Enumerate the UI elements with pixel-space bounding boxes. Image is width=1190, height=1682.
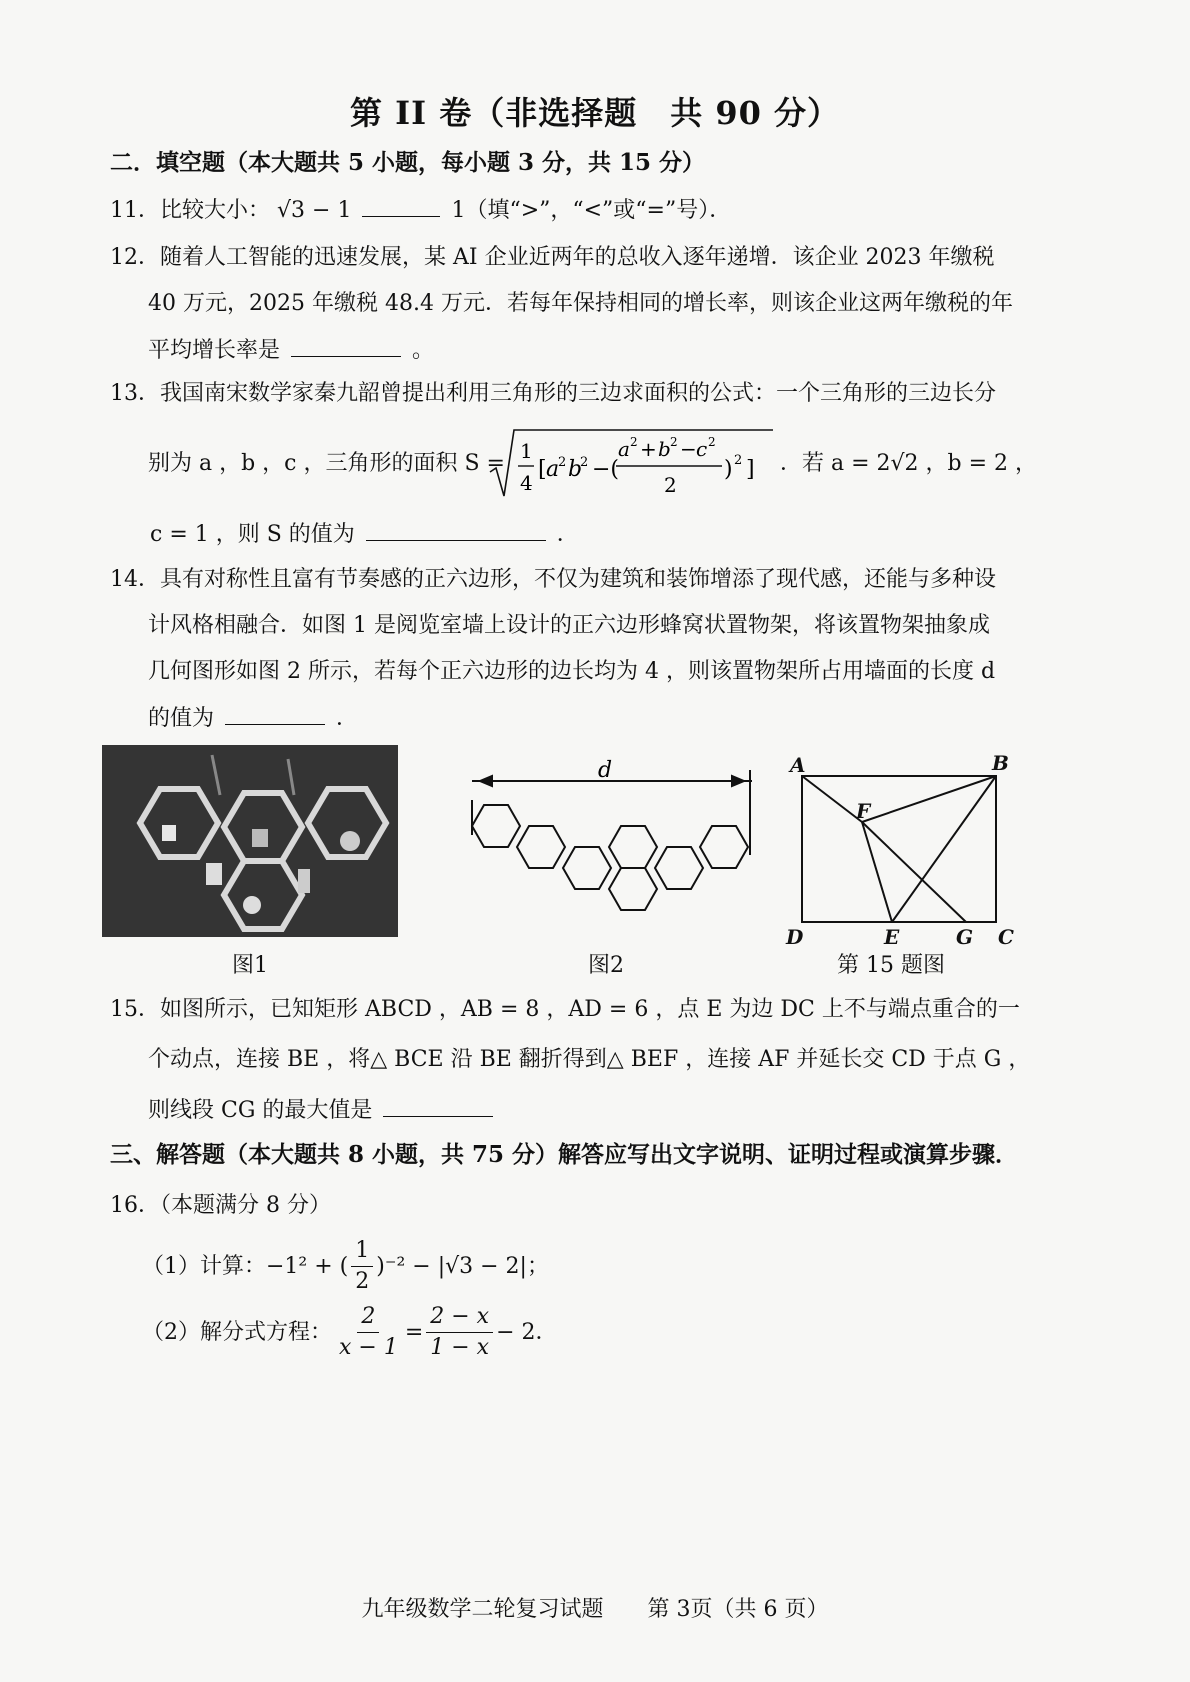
- heron-formula: [488, 426, 778, 502]
- question-13: [110, 378, 996, 410]
- question-text: 比较大小：: [160, 198, 271, 223]
- denominator: 2: [355, 1269, 370, 1294]
- question-text: 具有对称性且富有节奏感的正六边形，不仅为建筑和装饰增添了现代感，还能与多种设: [160, 567, 997, 592]
- question-15: [110, 994, 1020, 1026]
- svg-text:b: b: [658, 437, 671, 461]
- svg-text:2: 2: [670, 435, 678, 449]
- point-G: G: [956, 925, 974, 949]
- question-14-line-4: [148, 702, 358, 735]
- answer-blank: [383, 1094, 493, 1117]
- question-text: 1（填“>”，“<”或“=”号）．: [451, 198, 732, 223]
- svg-text:2: 2: [734, 453, 743, 468]
- numerator: 2: [357, 1302, 379, 1333]
- figure-15-diagram: [780, 748, 1020, 953]
- point-A: A: [790, 753, 806, 777]
- point-B: B: [992, 751, 1009, 775]
- svg-text:a: a: [618, 437, 630, 461]
- question-number: 12．: [110, 245, 160, 270]
- math-expression: −1² + (: [266, 1253, 349, 1279]
- svg-text:a: a: [546, 457, 560, 482]
- point-E: E: [884, 925, 900, 949]
- point-D: D: [786, 925, 804, 949]
- svg-text:[: [: [538, 457, 547, 482]
- question-text: 如图所示，已知矩形 ABCD ，AB = 8 ，AD = 6 ，点 E 为边 DC 上不与端点重合的一: [160, 997, 1020, 1022]
- math-expression: − 2．: [496, 1319, 558, 1345]
- question-12-line-2: 40 万元，2025 年缴税 48.4 万元．若每年保持相同的增长率，则该企业这两年缴税的年: [148, 291, 1013, 316]
- question-13-line-3: [150, 518, 579, 551]
- answer-blank: [366, 518, 546, 541]
- svg-text:1: 1: [520, 439, 533, 463]
- question-text: （本题满分 8 分）: [160, 1193, 331, 1218]
- math-expression: √3 − 1: [277, 198, 352, 223]
- fraction-left: [335, 1302, 402, 1363]
- svg-text:+: +: [640, 437, 657, 461]
- question-14: [110, 564, 996, 596]
- question-16: [110, 1190, 331, 1222]
- answer-blank: [291, 334, 401, 357]
- question-text: 平均增长率是: [148, 338, 281, 363]
- math-expression: )⁻² − |√3 − 2|；: [376, 1253, 549, 1279]
- svg-text:4: 4: [520, 471, 533, 495]
- denominator: 1 − x: [430, 1335, 490, 1360]
- svg-text:]: ]: [746, 457, 755, 482]
- question-12: [110, 242, 1010, 274]
- figure-2-hexagon-diagram: [462, 755, 762, 925]
- figure-1-caption: 图1: [232, 953, 268, 978]
- question-number: 16．: [110, 1193, 160, 1218]
- question-16-part-2: [142, 1302, 558, 1363]
- question-text: c = 1 ，则 S 的值为: [150, 522, 355, 547]
- figure-1-photo: [102, 745, 398, 937]
- question-text: 的值为: [148, 706, 215, 731]
- svg-text:b: b: [568, 457, 583, 482]
- question-number: 15．: [110, 997, 160, 1022]
- question-text: （1）计算：: [142, 1253, 266, 1279]
- question-11: [110, 194, 731, 227]
- question-text: （2）解分式方程：: [142, 1319, 332, 1345]
- question-text: 。: [412, 338, 435, 363]
- question-15-line-2: 个动点，连接 BE ，将△ BCE 沿 BE 翻折得到△ BEF ，连接 AF 并延长交 CD 于点 G ，: [148, 1047, 1031, 1072]
- svg-text:−: −: [680, 437, 697, 461]
- question-text: ．: [556, 522, 579, 547]
- equals-sign: =: [404, 1319, 424, 1345]
- svg-text:2: 2: [580, 455, 589, 470]
- svg-text:2: 2: [708, 435, 716, 449]
- question-text: 随着人工智能的迅速发展，某 AI 企业近两年的总收入逐年递增．该企业 2023 年缴税: [160, 245, 995, 270]
- question-15-line-3: [148, 1094, 497, 1127]
- fraction-right: [426, 1302, 493, 1363]
- question-14-line-3: 几何图形如图 2 所示，若每个正六边形的边长均为 4 ，则该置物架所占用墙面的长度 d: [148, 659, 996, 684]
- question-13-values: ．若 a = 2√2 ，b = 2 ，: [780, 451, 1038, 476]
- label-d: d: [598, 758, 613, 783]
- numerator: 2 − x: [426, 1302, 493, 1333]
- figure-15-caption: 第 15 题图: [837, 953, 945, 978]
- answer-blank: [225, 702, 325, 725]
- denominator: x − 1: [339, 1335, 398, 1360]
- question-number: 13．: [110, 381, 160, 406]
- page-title: 第 II 卷（非选择题 共 90 分）: [349, 94, 841, 132]
- fraction-half: [351, 1236, 373, 1297]
- page-footer: 九年级数学二轮复习试题 第 3页（共 6 页）: [361, 1597, 829, 1622]
- question-13-formula-line: [148, 448, 505, 480]
- question-number: 11．: [110, 198, 160, 223]
- question-16-part-1: [142, 1236, 549, 1297]
- question-text: 则线段 CG 的最大值是: [148, 1098, 373, 1123]
- svg-text:2: 2: [558, 455, 567, 470]
- answer-blank: [362, 194, 440, 217]
- point-C: C: [998, 925, 1014, 949]
- svg-text:−(: −(: [592, 457, 620, 482]
- question-text: 别为 a ，b ，c ，三角形的面积 S =: [148, 451, 505, 476]
- question-number: 14．: [110, 567, 160, 592]
- svg-text:c: c: [696, 437, 708, 461]
- section-heading-fill-in: 二．填空题（本大题共 5 小题，每小题 3 分，共 15 分）: [110, 149, 706, 176]
- question-text: 我国南宋数学家秦九韶曾提出利用三角形的三边求面积的公式：一个三角形的三边长分: [160, 381, 997, 406]
- question-12-line-3: [148, 334, 434, 367]
- svg-text:): ): [724, 457, 733, 482]
- svg-text:2: 2: [664, 473, 677, 497]
- figure-2-caption: 图2: [588, 953, 624, 978]
- point-F: F: [856, 799, 871, 823]
- section-heading-answers: 三、解答题（本大题共 8 小题，共 75 分）解答应写出文字说明、证明过程或演算步骤．: [110, 1141, 1019, 1168]
- question-14-line-2: 计风格相融合．如图 1 是阅览室墙上设计的正六边形蜂窝状置物架，将该置物架抽象成: [148, 613, 990, 638]
- numerator: 1: [351, 1236, 373, 1267]
- question-text: ．: [336, 706, 359, 731]
- svg-text:2: 2: [630, 435, 638, 449]
